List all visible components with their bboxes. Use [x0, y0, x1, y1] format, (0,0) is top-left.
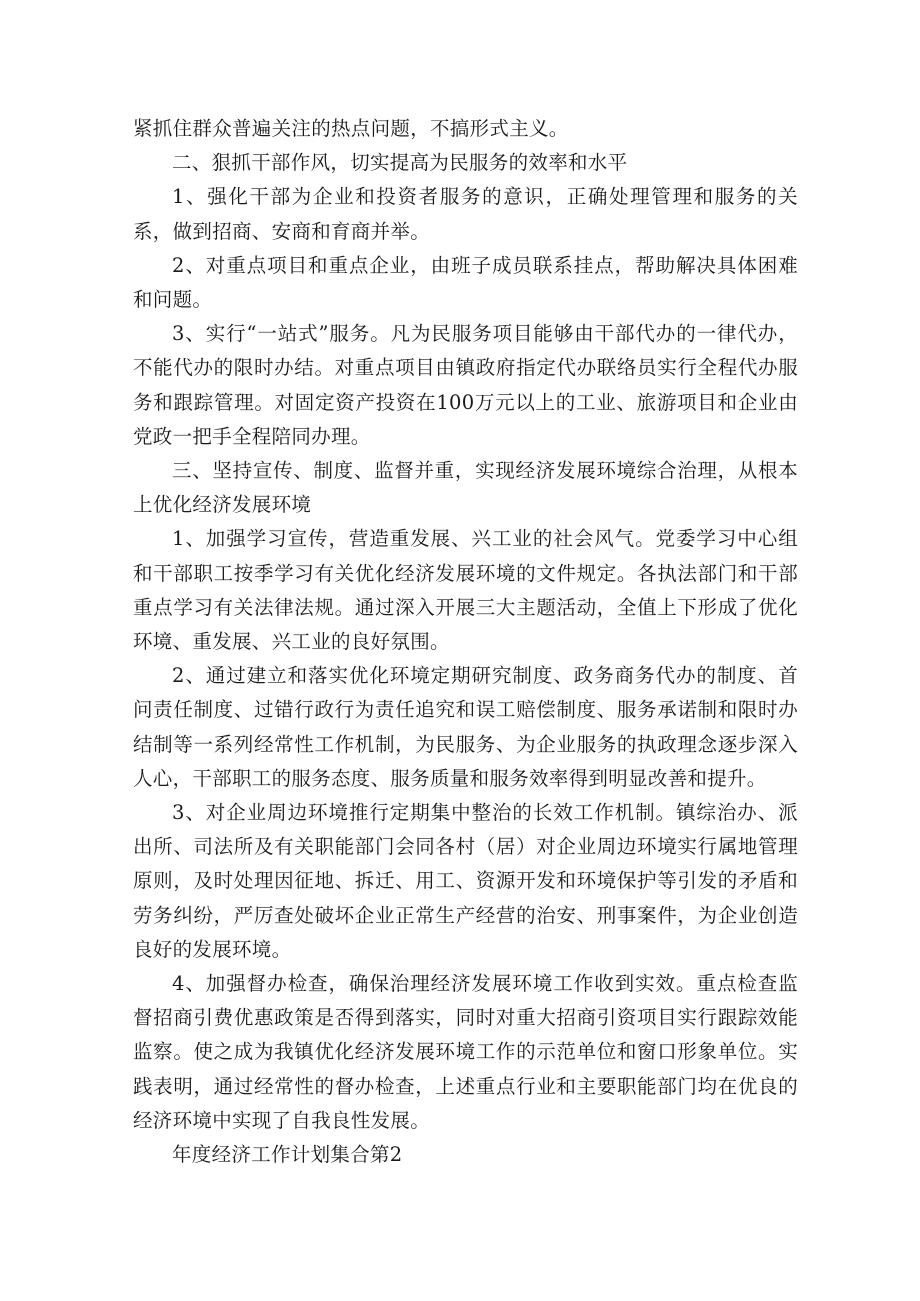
list-item: 2、对重点项目和重点企业，由班子成员联系挂点，帮助解决具体困难和问题。	[133, 253, 798, 312]
list-item: 4、加强督办检查，确保治理经济发展环境工作收到实效。重点检查监督招商引费优惠政策是否得到落实，同时对重大招商引资项目实行跟踪效能监察。使之成为我镇优化经济发展环境工作的示范单位和窗口形象单位。实践表明，通过经常性的督办检查，上述重点行业和主要职能部门均在优良的经济环境中实现了自我良性发展。	[133, 972, 798, 1132]
list-item: 3、实行“一站式”服务。凡为民服务项目能够由干部代办的一律代办，不能代办的限时办结。对重点项目由镇政府指定代办联络员实行全程代办服务和跟踪管理。对固定资产投资在100万元以上的工业、旅游项目和企业由党政一把手全程陪同办理。	[133, 322, 798, 448]
list-item: 1、加强学习宣传，营造重发展、兴工业的社会风气。党委学习中心组和干部职工按季学习有关优化经济发展环境的文件规定。各执法部门和干部重点学习有关法律法规。通过深入开展三大主题活动，全值上下形成了优化环境、重发展、兴工业的良好氛围。	[133, 527, 798, 654]
document-subtitle: 年度经济工作计划集合第2	[172, 1143, 403, 1167]
paragraph-continuation: 紧抓住群众普遍关注的热点问题，不搞形式主义。	[133, 117, 569, 140]
list-item: 1、强化干部为企业和投资者服务的意识，正确处理管理和服务的关系，做到招商、安商和育商并举。	[133, 185, 798, 243]
list-item: 3、对企业周边环境推行定期集中整治的长效工作机制。镇综治办、派出所、司法所及有关职能部门会同各村（居）对企业周边环境实行属地管理原则，及时处理因征地、拆迁、用工、资源开发和环境保护等引发的矛盾和劳务纠纷，严厉查处破坏企业正常生产经营的治安、刑事案件，为企业创造良好的发展环境。	[133, 801, 798, 961]
section-heading-2: 二、狠抓干部作风，切实提高为民服务的效率和水平	[172, 151, 628, 175]
document-body	[133, 112, 798, 1172]
section-heading-3: 三、坚持宣传、制度、监督并重，实现经济发展环境综合治理，从根本上优化经济发展环境	[133, 459, 798, 517]
list-item: 2、通过建立和落实优化环境定期研究制度、政务商务代办的制度、首问责任制度、过错行政行为责任追究和误工赔偿制度、服务承诺制和限时办结制等一系列经常性工作机制，为民服务、为企业服务的执政理念逐步深入人心，干部职工的服务态度、服务质量和服务效率得到明显改善和提升。	[133, 664, 798, 790]
